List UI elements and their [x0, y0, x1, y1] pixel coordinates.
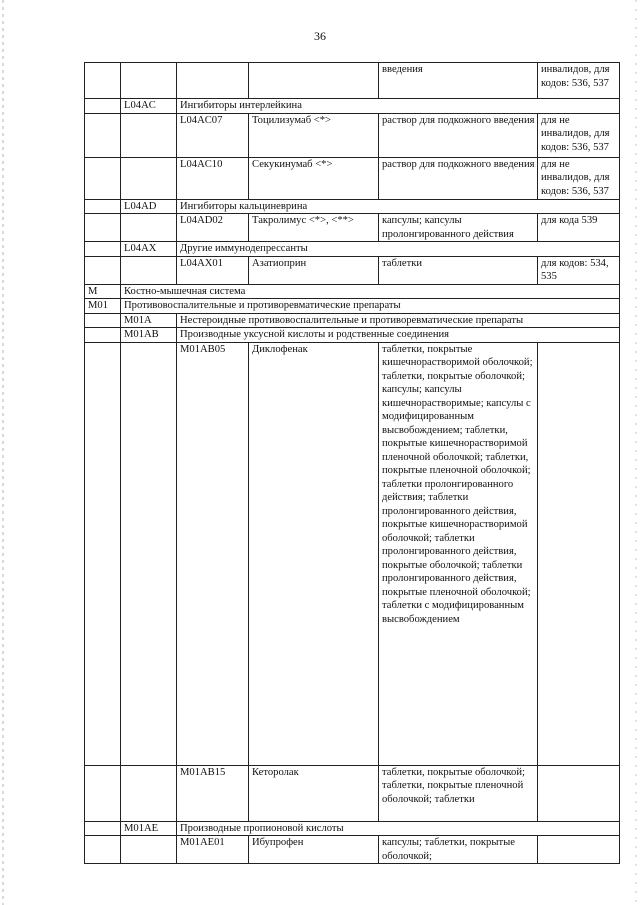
- cell-name: Диклофенак: [249, 342, 379, 765]
- cell-group-desc: Производные уксусной кислоты и родственные соединения: [177, 328, 620, 343]
- cell-condition: инвалидов, для кодов: 536, 537: [538, 63, 620, 99]
- cell-group-desc: Нестероидные противовоспалительные и противоревматические препараты: [177, 313, 620, 328]
- cell-name: Азатиоприн: [249, 256, 379, 284]
- table-row: [85, 199, 620, 214]
- scan-edge-right: [635, 0, 637, 905]
- cell-code: L04AD02: [177, 214, 249, 242]
- table-row: [85, 342, 620, 765]
- table-row: [85, 299, 620, 314]
- cell-l1: [85, 765, 121, 821]
- cell-l2: [121, 157, 177, 199]
- cell-l1: [85, 214, 121, 242]
- cell-l2: [121, 836, 177, 864]
- cell-form: раствор для подкожного введения: [379, 113, 538, 157]
- cell-form: капсулы; таблетки, покрытые оболочкой;: [379, 836, 538, 864]
- cell-l1: [85, 836, 121, 864]
- cell-l1: [85, 313, 121, 328]
- cell-l2: [121, 342, 177, 765]
- cell-form: таблетки, покрытые кишечнорастворимой оболочкой; таблетки, покрытые оболочкой; капсулы; капсулы кишечнорастворимые; капсулы с модифицированным высвобождением; таблетки, покрытые кишечнорастворимой пленочной оболочкой; таблетки, покрытые пленочной оболочкой; таблетки пролонгированного действия; таблетки пролонгированного действия, покрытые кишечнорастворимой оболочкой; таблетки пролонгированного действия, покрытые оболочкой; таблетки пролонгированного действия, покрытые пленочной оболочкой; таблетки с модифицированным высвобождением: [379, 342, 538, 765]
- table-row: [85, 63, 620, 99]
- cell-condition: для не инвалидов, для кодов: 536, 537: [538, 113, 620, 157]
- cell-l1: [85, 199, 121, 214]
- cell-l1: [85, 328, 121, 343]
- cell-l2: [121, 765, 177, 821]
- cell-l2: [121, 113, 177, 157]
- table-row: [85, 765, 620, 821]
- cell-name: Тоцилизумаб <*>: [249, 113, 379, 157]
- cell-l1: [85, 242, 121, 257]
- cell-group-desc: Другие иммунодепрессанты: [177, 242, 620, 257]
- table-row: [85, 157, 620, 199]
- table-row: [85, 214, 620, 242]
- cell-form: таблетки, покрытые оболочкой; таблетки, покрытые пленочной оболочкой; таблетки: [379, 765, 538, 821]
- table-row: [85, 313, 620, 328]
- cell-group-desc: Ингибиторы кальциневрина: [177, 199, 620, 214]
- cell-group-code: L04AD: [121, 199, 177, 214]
- cell-code: L04AC10: [177, 157, 249, 199]
- cell-group-desc: Костно-мышечная система: [121, 284, 620, 299]
- cell-group-desc: Ингибиторы интерлейкина: [177, 99, 620, 114]
- table-row: [85, 328, 620, 343]
- drug-table-body: [85, 63, 620, 864]
- cell-l1: [85, 157, 121, 199]
- drug-table-wrapper: [84, 62, 619, 864]
- table-row: [85, 99, 620, 114]
- table-row: [85, 242, 620, 257]
- cell-group-code: M: [85, 284, 121, 299]
- cell-code: M01AE01: [177, 836, 249, 864]
- cell-l1: [85, 99, 121, 114]
- cell-group-code: L04AX: [121, 242, 177, 257]
- cell-code: M01AB15: [177, 765, 249, 821]
- cell-l2: [121, 214, 177, 242]
- cell-l1: [85, 342, 121, 765]
- cell-name: Такролимус <*>, <**>: [249, 214, 379, 242]
- cell-condition: для не инвалидов, для кодов: 536, 537: [538, 157, 620, 199]
- cell-group-desc: Противовоспалительные и противоревматические препараты: [121, 299, 620, 314]
- table-row: [85, 284, 620, 299]
- table-row: [85, 836, 620, 864]
- cell-l1: [85, 256, 121, 284]
- cell-form: раствор для подкожного введения: [379, 157, 538, 199]
- cell-condition: для кодов: 534, 535: [538, 256, 620, 284]
- cell-l2: [121, 63, 177, 99]
- cell-condition: [538, 765, 620, 821]
- table-row: [85, 256, 620, 284]
- page-number: 36: [314, 29, 326, 43]
- cell-group-desc: Производные пропионовой кислоты: [177, 821, 620, 836]
- cell-name: Ибупрофен: [249, 836, 379, 864]
- cell-condition: [538, 836, 620, 864]
- cell-l2: [121, 256, 177, 284]
- cell-name: Кеторолак: [249, 765, 379, 821]
- cell-group-code: M01AB: [121, 328, 177, 343]
- table-row: [85, 821, 620, 836]
- cell-l1: [85, 821, 121, 836]
- table-row: [85, 113, 620, 157]
- cell-l1: [85, 113, 121, 157]
- cell-form: капсулы; капсулы пролонгированного действия: [379, 214, 538, 242]
- cell-name: Секукинумаб <*>: [249, 157, 379, 199]
- cell-form: введения: [379, 63, 538, 99]
- cell-l1: [85, 63, 121, 99]
- cell-name: [249, 63, 379, 99]
- cell-condition: для кода 539: [538, 214, 620, 242]
- cell-code: M01AB05: [177, 342, 249, 765]
- cell-group-code: M01A: [121, 313, 177, 328]
- cell-group-code: L04AC: [121, 99, 177, 114]
- cell-code: L04AC07: [177, 113, 249, 157]
- scan-edge-left: [2, 0, 4, 905]
- cell-code: [177, 63, 249, 99]
- cell-group-code: M01: [85, 299, 121, 314]
- cell-code: L04AX01: [177, 256, 249, 284]
- drug-table: [84, 62, 620, 864]
- cell-condition: [538, 342, 620, 765]
- cell-form: таблетки: [379, 256, 538, 284]
- cell-group-code: M01AE: [121, 821, 177, 836]
